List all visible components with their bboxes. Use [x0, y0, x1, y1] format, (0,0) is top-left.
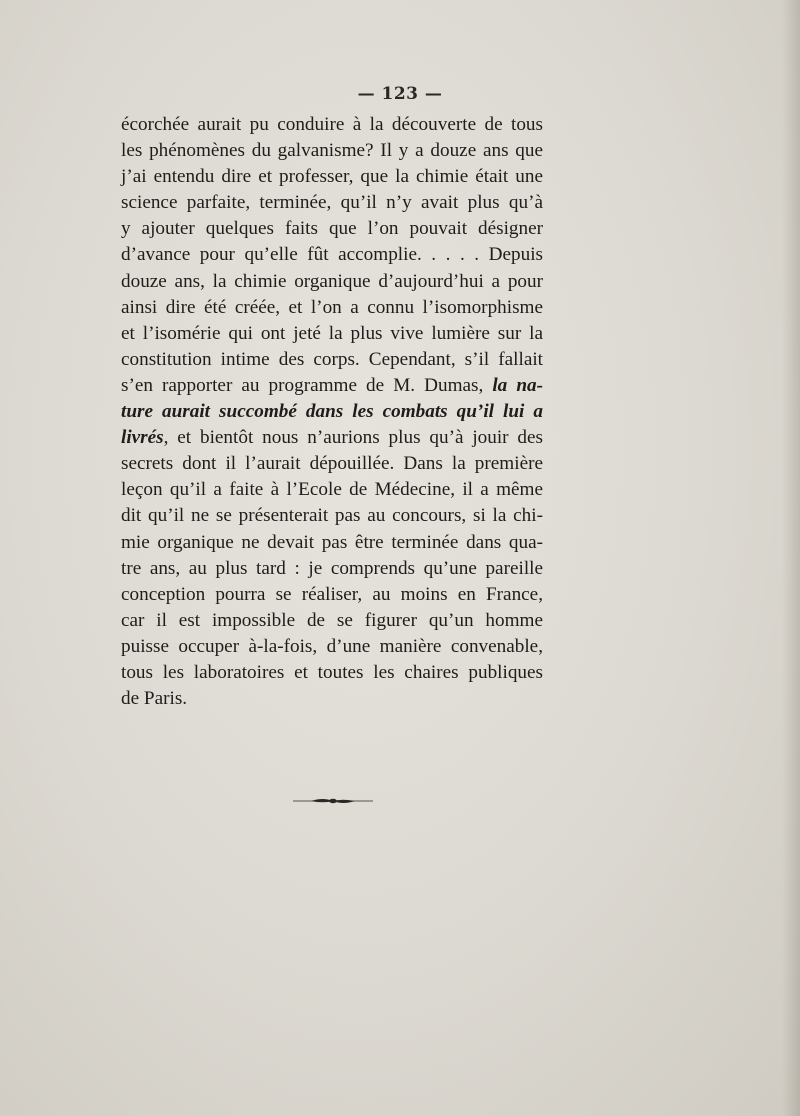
text-line	[121, 556, 543, 582]
text-segment: constitution intime des corps. Cependant, s’il fallait	[121, 348, 543, 370]
page-number: — 123 —	[357, 84, 443, 104]
text-segment: y ajouter quelques faits que l’on pouvait désigner	[121, 218, 543, 240]
text-line	[121, 425, 543, 451]
text-line	[121, 295, 543, 321]
text-line	[121, 216, 543, 242]
text-line	[121, 138, 543, 164]
text-line	[121, 530, 543, 556]
text-segment: d’avance pour qu’elle fût accomplie. . . . . Depuis	[121, 244, 543, 266]
body-text	[121, 112, 543, 712]
text-line	[121, 503, 543, 529]
text-segment: , et bientôt nous n’aurions plus qu’à jouir des	[163, 427, 543, 449]
text-segment: dit qu’il ne se présenterait pas au concours, si la chi-	[121, 505, 543, 527]
text-segment: mie organique ne devait pas être terminée dans qua-	[121, 531, 543, 553]
text-line	[121, 321, 543, 347]
text-line	[121, 660, 543, 686]
text-line	[121, 582, 543, 608]
text-segment: douze ans, la chimie organique d’aujourd’hui a pour	[121, 270, 543, 292]
text-line	[121, 373, 543, 399]
text-segment: leçon qu’il a faite à l’Ecole de Médecine, il a même	[121, 479, 543, 501]
italic-text-segment: ture aurait succombé dans les combats qu’il lui a	[121, 401, 543, 423]
text-line	[121, 190, 543, 216]
text-line	[121, 112, 543, 138]
text-line	[121, 686, 543, 712]
text-segment: secrets dont il l’aurait dépouillée. Dans la première	[121, 453, 543, 475]
text-segment: ainsi dire été créée, et l’on a connu l’isomorphisme	[121, 296, 543, 318]
text-line	[121, 164, 543, 190]
text-segment: les phénomènes du galvanisme? Il y a douze ans que	[121, 140, 543, 162]
text-segment: et l’isomérie qui ont jeté la plus vive lumière sur la	[121, 322, 543, 344]
text-segment: puisse occuper à-la-fois, d’une manière convenable,	[121, 635, 543, 657]
text-segment: de Paris.	[121, 688, 188, 710]
text-line	[121, 399, 543, 425]
text-segment: conception pourra se réaliser, au moins en France,	[121, 583, 543, 605]
italic-text-segment: la na-	[492, 374, 543, 396]
text-line	[121, 634, 543, 660]
text-segment: car il est impossible de se figurer qu’un homme	[121, 609, 543, 631]
text-segment: tre ans, au plus tard : je comprends qu’une pareille	[121, 557, 543, 579]
text-line	[121, 269, 543, 295]
page-edge-shadow	[782, 0, 800, 1116]
text-line	[121, 242, 543, 268]
text-line	[121, 347, 543, 373]
italic-text-segment: livrés	[121, 427, 164, 449]
text-line	[121, 608, 543, 634]
text-segment: j’ai entendu dire et professer, que la chimie était une	[121, 166, 543, 188]
text-segment: tous les laboratoires et toutes les chaires publiques	[121, 661, 543, 683]
text-line	[121, 477, 543, 503]
text-segment: écorchée aurait pu conduire à la découverte de tous	[121, 114, 543, 135]
text-line	[121, 451, 543, 477]
text-segment: s’en rapporter au programme de M. Dumas,	[121, 374, 493, 396]
end-ornament-icon	[293, 795, 373, 807]
text-segment: science parfaite, terminée, qu’il n’y avait plus qu’à	[121, 192, 543, 214]
